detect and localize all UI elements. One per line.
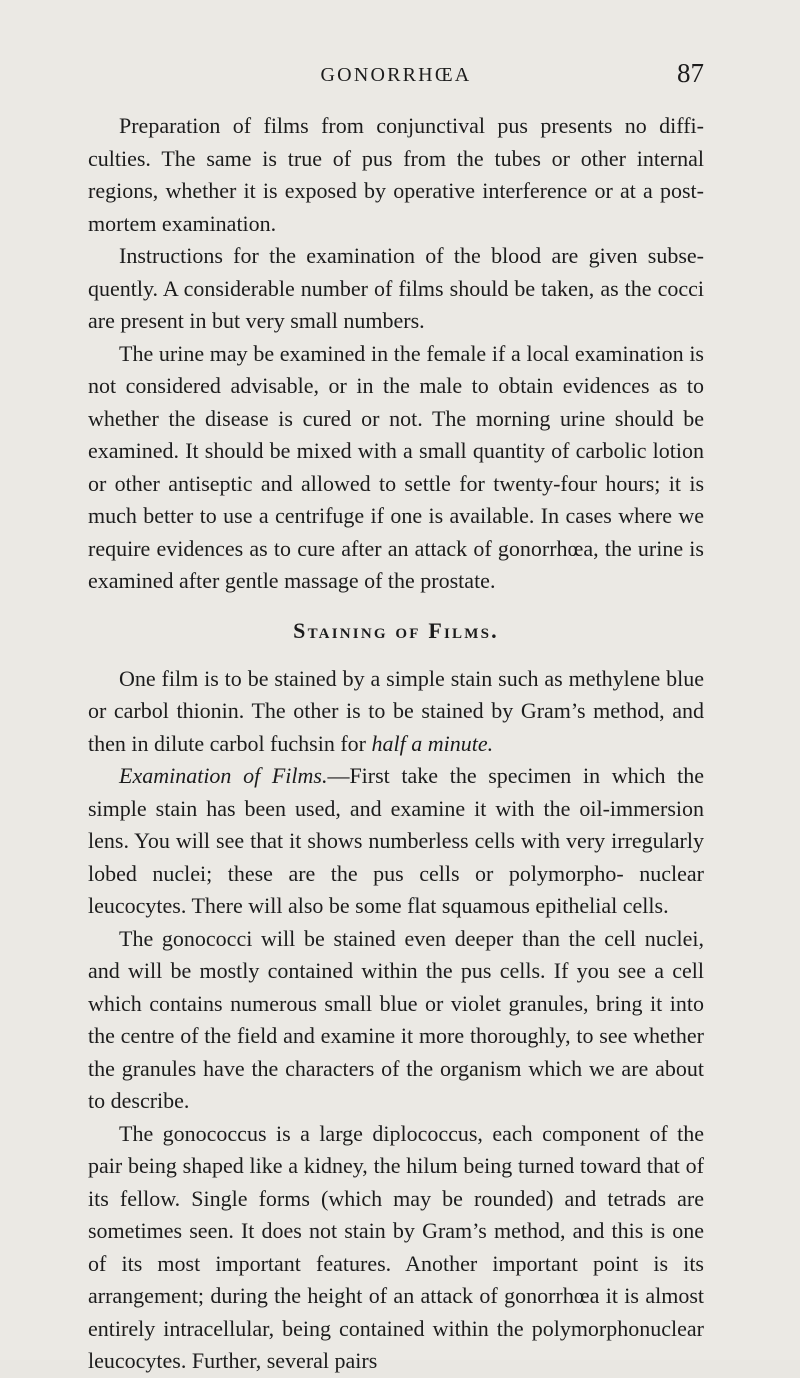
page-header — [88, 56, 704, 96]
paragraph-staining-method — [88, 663, 704, 761]
staining-method-text: One film is to be stained by a simple stain such as methylene blue or carbol thionin. The other is to be stained by Gram’s method, and then in dilute carbol fuchsin for — [88, 665, 704, 756]
paragraph-conjunctival-pus: Preparation of films from conjunctival pus presents no diffi- culties. The same is true of pus from the tubes or other internal regions, whether it is exposed by operative interference or at a post-mortem examination. — [88, 113, 704, 236]
paragraph-gonococci-staining: The gonococci will be stained even deeper than the cell nuclei, and will be mostly contained within the pus cells. If you see a cell which contains numerous small blue or violet granules, bring it into the centre of the field and examine it more thoroughly, to see whether the granules have the characters of the organism which we are about to describe. — [88, 925, 704, 1113]
paragraph-examination-of-films — [88, 760, 704, 923]
page-body — [88, 110, 704, 1378]
examination-of-films-text: —First take the specimen in which the simple stain has been used, and examine it with the oil-immersion lens. You will see that it shows numberless cells with very irregularly lobed nuclei; these are the pus cells or polymorpho- nuclear leucocytes. There will also be some flat squamous epithelial cells. — [88, 763, 704, 918]
section-heading-staining-of-films: Staining of Films. — [293, 617, 499, 643]
paragraph-urine-examination: The urine may be examined in the female if a local examination is not considered advisable, or in the male to obtain evidences as to whether the disease is cured or not. The morning urine should be examined. It should be mixed with a small quantity of carbolic lotion or other antiseptic and allowed to settle for twenty-four hours; it is much better to use a centrifuge if one is available. In cases where we require evidences as to cure after an attack of gonorrhœa, the urine is examined after gentle massage of the prostate. — [88, 340, 704, 593]
staining-duration-italic: half a minute. — [371, 730, 494, 756]
running-title: GONORRHŒA — [320, 64, 472, 86]
paragraph-blood-examination: Instructions for the examination of the blood are given subse- quently. A considerable number of films should be taken, as the cocci are present in but very small numbers. — [88, 243, 704, 333]
page-number: 87 — [677, 58, 704, 88]
paragraph-gonococcus-description: The gonococcus is a large diplococcus, each component of the pair being shaped like a kidney, the hilum being turned toward that of its fellow. Single forms (which may be rounded) and tetrads are sometimes seen. It does not stain by Gram’s method, and this is one of its most important features. Another important point is its arrangement; during the height of an attack of gonorrhœa it is almost entirely intracellular, being contained within the polymorphonuclear leucocytes. Further, several pairs — [88, 1120, 704, 1373]
examination-of-films-lead: Examination of Films. — [119, 763, 328, 788]
